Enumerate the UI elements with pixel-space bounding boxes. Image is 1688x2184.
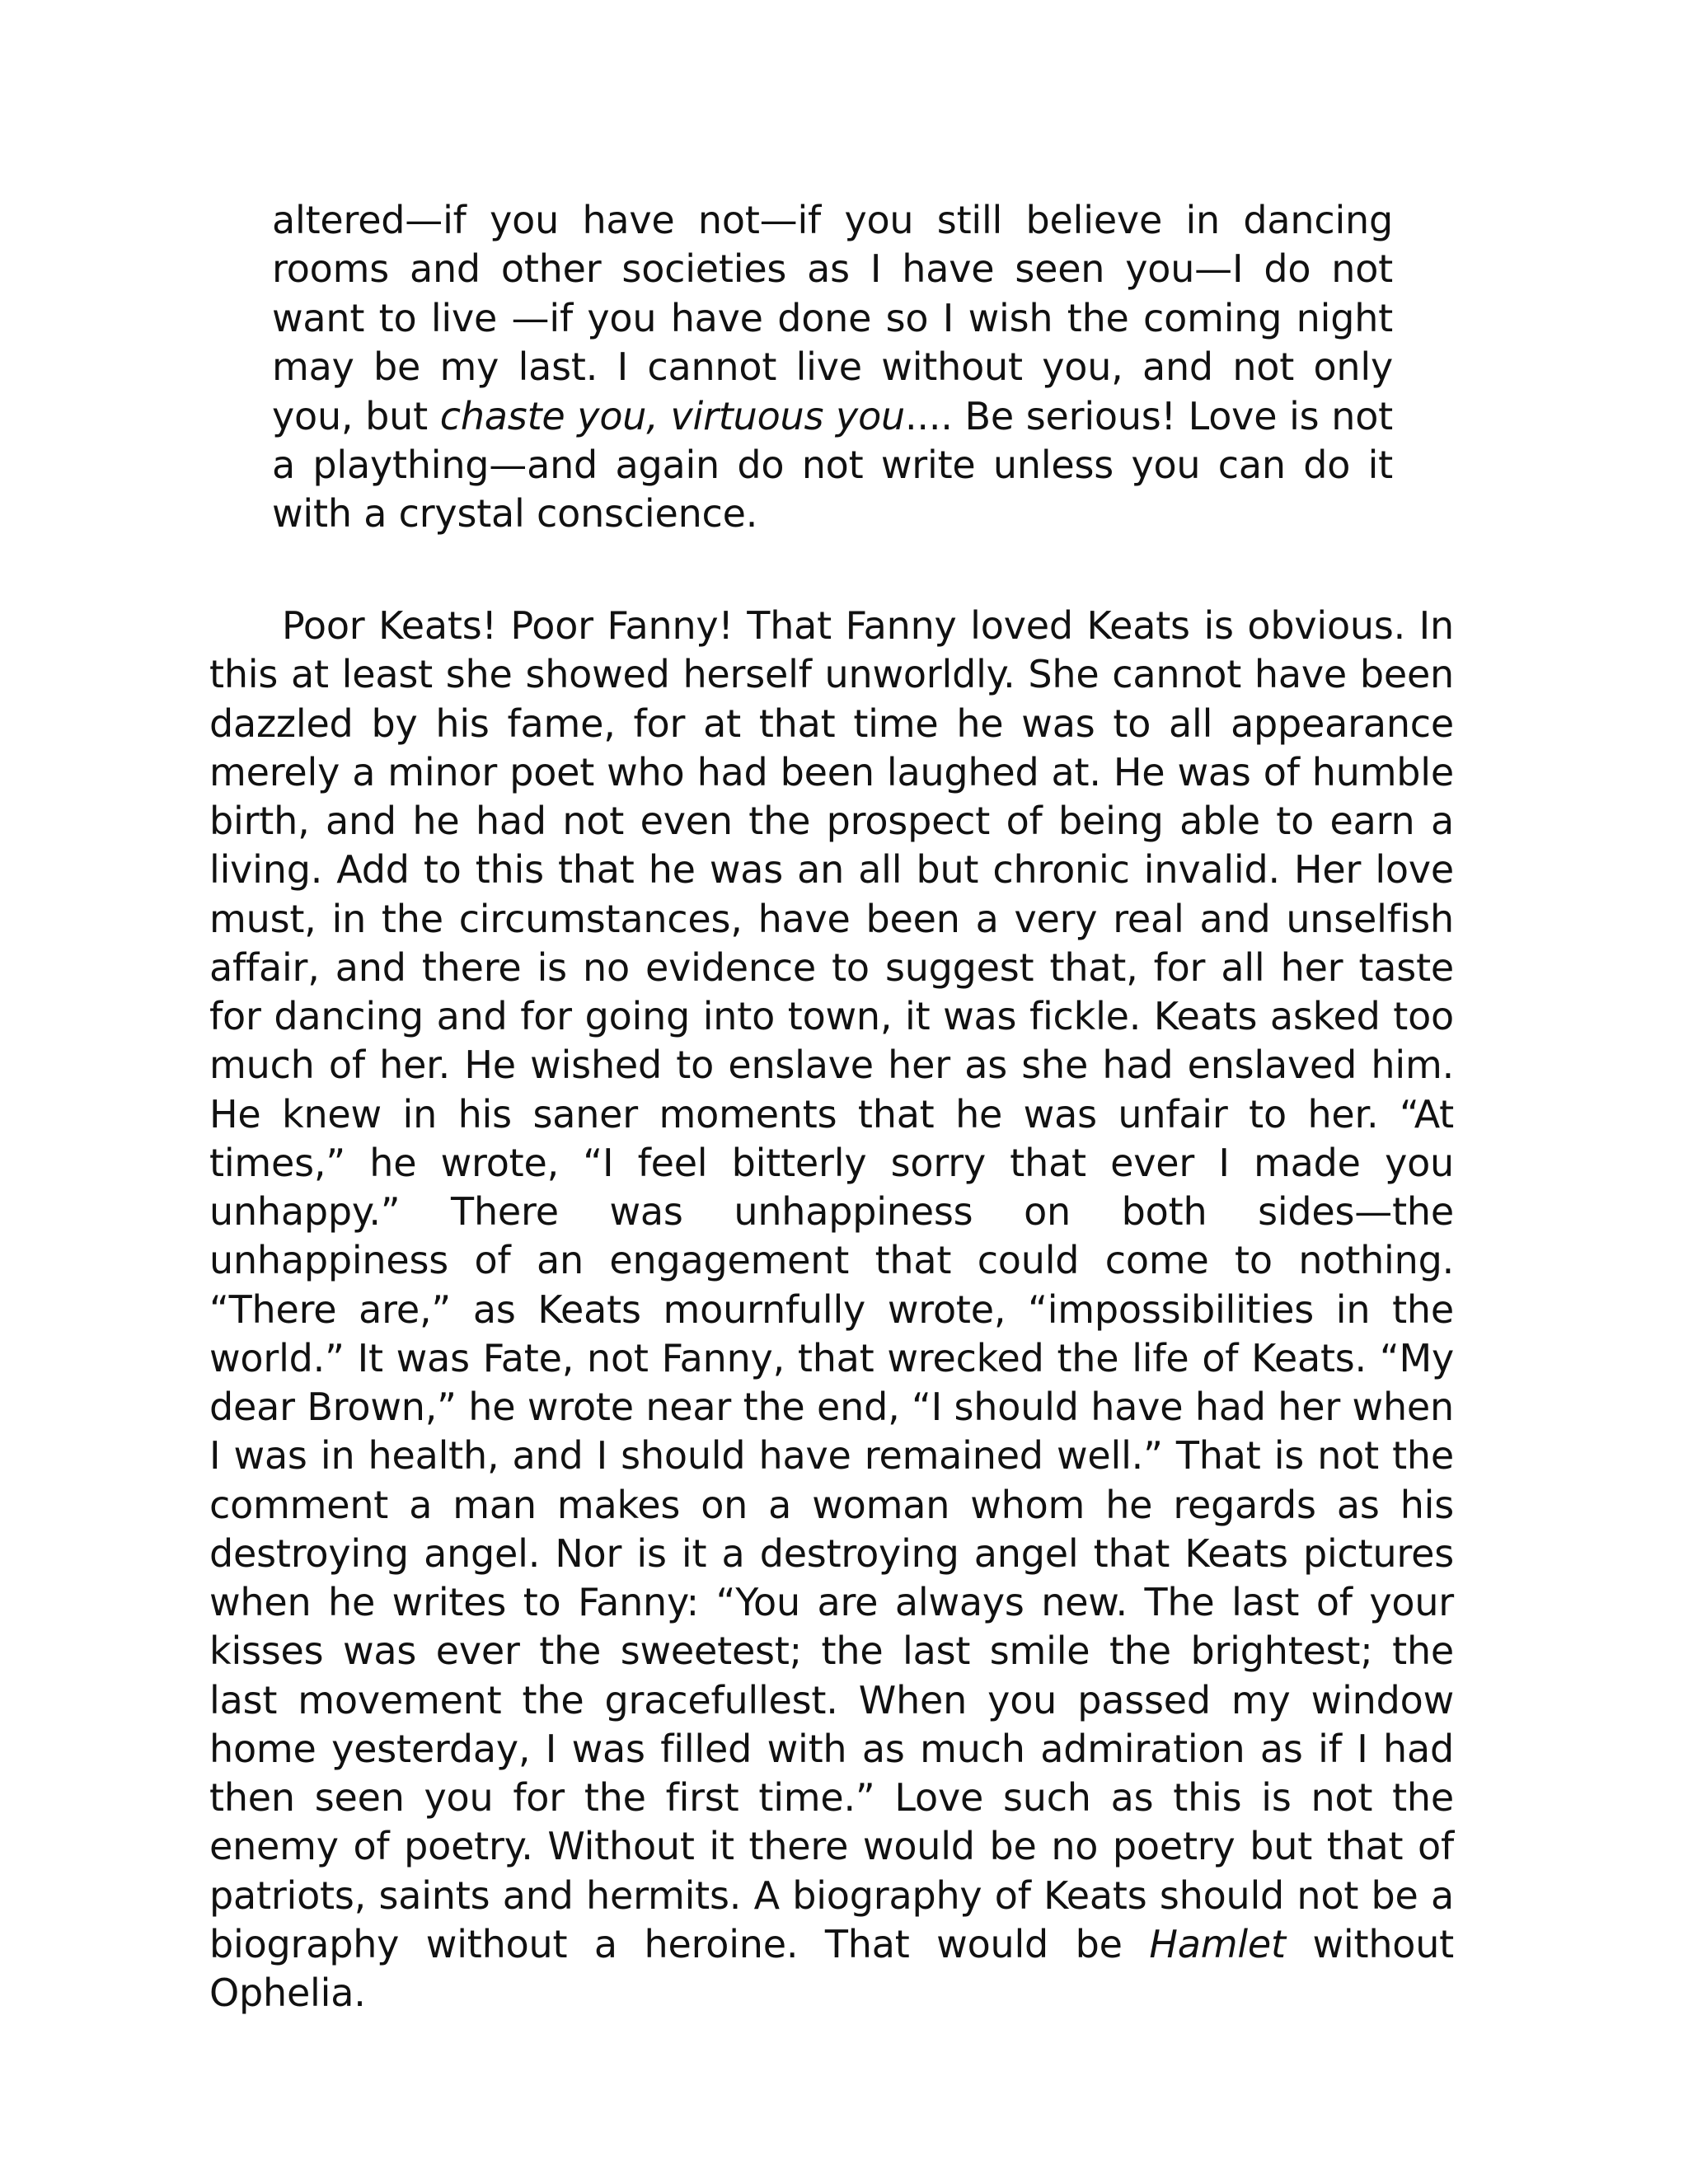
quote-text-2: .... Be serious! Love is not a plaything—and again do not write unless you can do it with a crystal conscience. (272, 393, 1393, 537)
paragraph-text-2: without Ophelia. (209, 1921, 1455, 2015)
body-paragraph (209, 602, 1454, 2018)
paragraph-text-1: Poor Keats! Poor Fanny! That Fanny loved Keats is obvious. In this at least she showed herself unworldly. She cannot have been dazzled by his fame, for at that time he was to all appearance merely a minor poet who had been laughed at. He was of humble birth, and he had not even the prospect of being able to earn a living. Add to this that he was an all but chronic invalid. Her love must, in the circumstances, have been a very real and unselfish affair, and there is no evidence to suggest that, for all her taste for dancing and for going into town, it was fickle. Keats asked too much of her. He wished to enslave her as she had enslaved him. He knew in his saner moments that he was unfair to her. “At times,” he wrote, “I feel bitterly sorry that ever I made you unhappy.” There was unhappiness on both sides—the unhappiness of an engagement that could come to nothing. “There are,” as Keats mournfully wrote, “impossibilities in the world.” It was Fate, not Fanny, that wrecked the life of Keats. “My dear Brown,” he wrote near the end, “I should have had her when I was in health, and I should have remained well.” That is not the comment a man makes on a woman whom he regards as his destroying angel. Nor is it a destroying angel that Keats pictures when he writes to Fanny: “You are always new. The last of your kisses was ever the sweetest; the last smile the brightest; the last movement the gracefullest. When you passed my window home yesterday, I was filled with as much admiration as if I had then seen you for the first time.” Love such as this is not the enemy of poetry. Without it there would be no poetry but that of patriots, saints and hermits. A biography of Keats should not be a biography without a heroine. That would be (209, 603, 1454, 1966)
quote-text-1: altered—if you have not—if you still believe in dancing rooms and other societies as I have seen you—I do not want to live —if you have done so I wish the coming night may be my last. I cannot live without you, and not only you, but (272, 198, 1393, 438)
quote-italic-text: chaste you, virtuous you (439, 393, 905, 438)
paragraph-italic-title: Hamlet (1149, 1921, 1286, 1966)
block-quote (272, 196, 1393, 539)
